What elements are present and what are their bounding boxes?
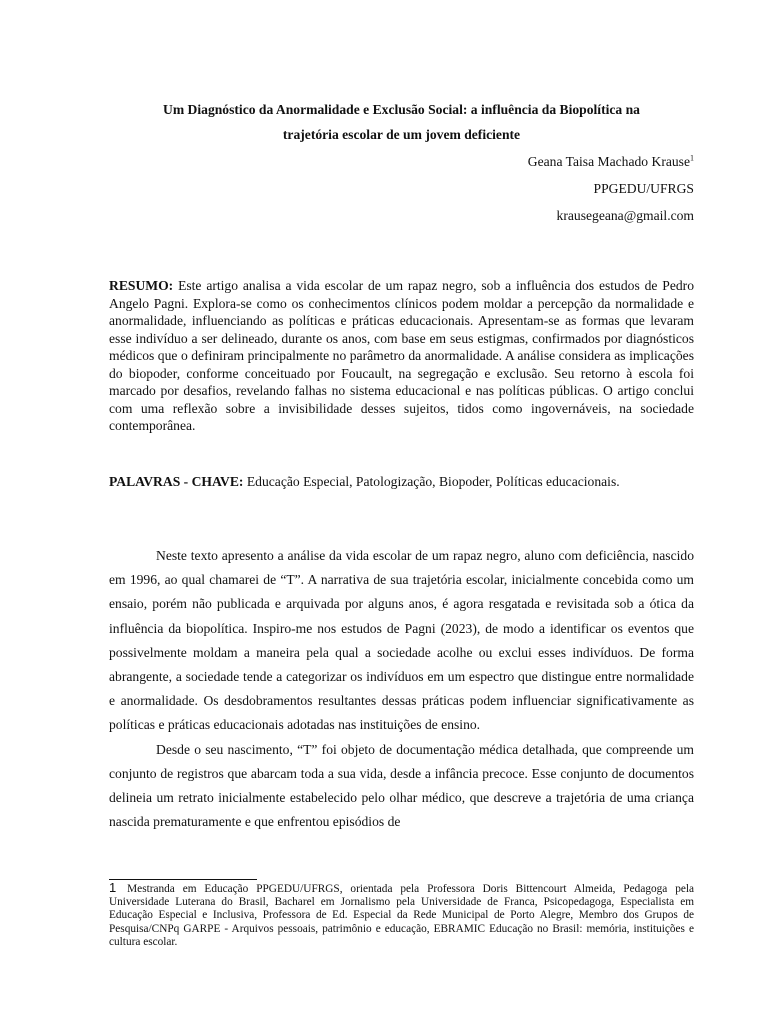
keywords-text: Educação Especial, Patologização, Biopoder, Políticas educacionais.: [246, 474, 620, 489]
author-line: [528, 148, 694, 175]
author-email[interactable]: krausegeana@gmail.com: [556, 208, 694, 223]
abstract-text: Este artigo analisa a vida escolar de um rapaz negro, sob a influência dos estudos de Pedro Angelo Pagni. Explora-se como os conhecimentos clínicos podem moldar a percepção da normalidade e anormalidade, influenciando as políticas e práticas educacionais. Apresentam-se as formas que levaram esse indivíduo a ser delineado, durante os anos, com base em seus estigmas, confirmados por diagnósticos médicos que o definiram principalmente no parâmetro da anormalidade. A análise considera as implicações do biopoder, conforme conceituado por Foucault, na segregação e exclusão. Seu retorno à escola foi marcado por desafios, revelando falhas no sistema educacional e nas políticas públicas. O artigo conclui com uma reflexão sobre a invisibilidade desses sujeitos, tidos como ingovernáveis, na sociedade contemporânea.: [109, 278, 694, 433]
author-name: Geana Taisa Machado Krause: [527, 154, 690, 169]
footnote-number: 1: [109, 880, 117, 895]
abstract: [109, 277, 694, 435]
abstract-label: RESUMO:: [109, 278, 174, 293]
paper-title: [109, 97, 694, 147]
body-paragraph: Desde o seu nascimento, “T” foi objeto de documentação médica detalhada, que compreende um conjunto de registros que abarcam toda a sua vida, desde a infância precoce. Esse conjunto de documentos delineia um retrato inicialmente estabelecido pelo olhar médico, que descreve a trajetória de uma criança nascida prematuramente e que enfrentou episódios de: [109, 741, 694, 830]
keywords: [109, 469, 694, 495]
paper-title-line-1: Um Diagnóstico da Anormalidade e Exclusão Social: a influência da Biopolítica na: [163, 102, 640, 117]
author-block: [528, 148, 694, 229]
footnote-divider: [109, 879, 257, 880]
keywords-label: PALAVRAS - CHAVE:: [109, 474, 244, 489]
body-text: [109, 544, 694, 834]
footnote-text: Mestranda em Educação PPGEDU/UFRGS, orientada pela Professora Doris Bittencourt Almeida, Pedagoga pela Universidade Luterana do Brasil, Bacharel em Jornalismo pela Universidade de Franca, Psicopedagoga, Especialista em Educação Especial e Inclusiva, Professora de Ed. Especial da Rede Municipal de Porto Alegre, Membro dos Grupos de Pesquisa/CNPq GARPE - Arquivos pessoais, patrimônio e educação, EBRAMIC Educação no Brasil: memória, instituições e cultura escolar.: [109, 883, 695, 948]
footnote: [109, 881, 694, 949]
author-footnote-mark[interactable]: 1: [690, 153, 694, 163]
body-paragraph: Neste texto apresento a análise da vida escolar de um rapaz negro, aluno com deficiência, nascido em 1996, ao qual chamarei de “T”. A narrativa de sua trajetória escolar, inicialmente concebida como um ensaio, porém não publicada e arquivada por alguns anos, é agora resgatada e revisitada sob a ótica da influência da biopolítica. Inspiro-me nos estudos de Pagni (2023), de modo a identificar os eventos que possivelmente moldam a maneira pela qual a sociedade acolhe ou exclui esses indivíduos. De forma abrangente, a sociedade tende a categorizar os indivíduos em um espectro que distingue entre normalidade e anormalidade. Os desdobramentos resultantes dessas práticas podem influenciar significativamente as políticas e práticas educacionais adotadas nas instituições de ensino.: [109, 548, 694, 733]
paper-title-line-2: trajetória escolar de um jovem deficiente: [282, 127, 521, 142]
author-affiliation: PPGEDU/UFRGS: [593, 181, 694, 196]
